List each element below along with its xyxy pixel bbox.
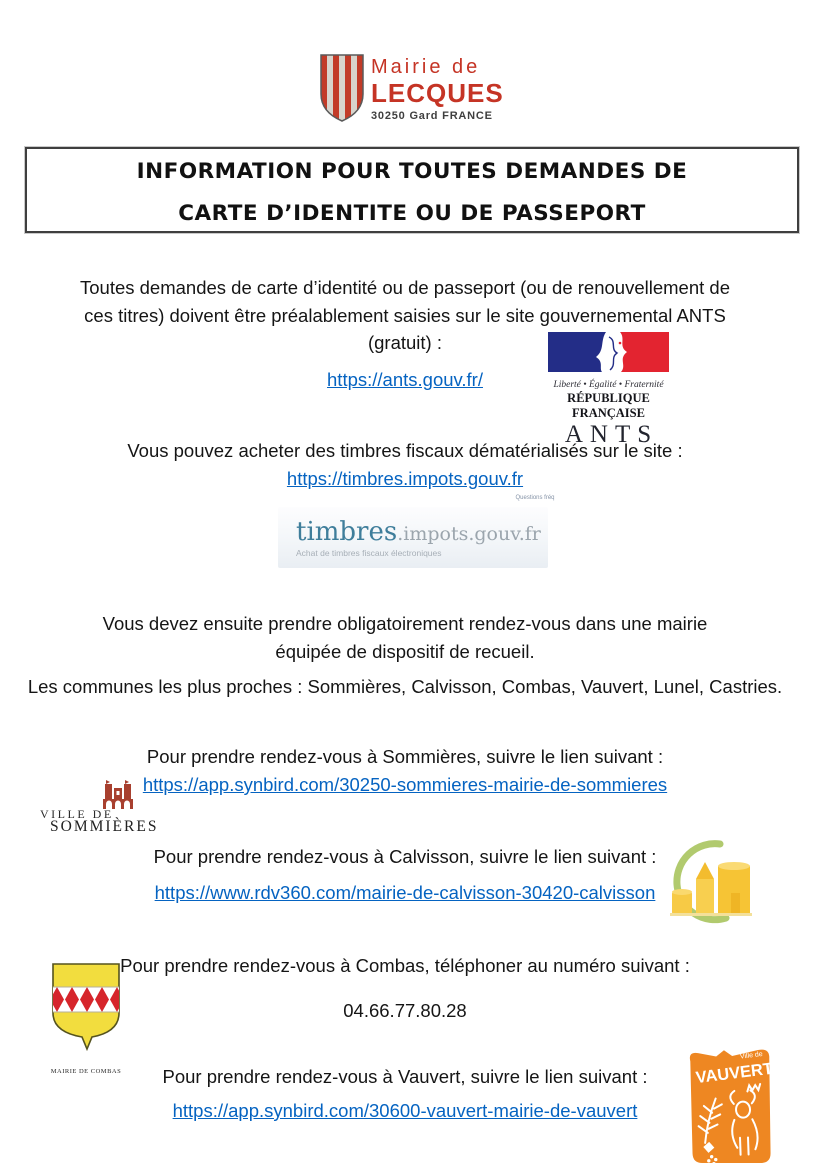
timbres-banner-domain: .impots.gouv.fr [397,523,541,545]
intro-line-2: ces titres) doivent être préalablement saisies sur le site gouvernemental ANTS [84,304,726,326]
intro-line-3: (gratuit) : [367,332,443,353]
lecques-name-prefix: Mairie de [371,56,481,78]
title-line-2: CARTE D’IDENTITE OU DE PASSEPORT [178,201,646,226]
calvisson-text: Pour prendre rendez-vous à Calvisson, suivre le lien suivant : [153,846,657,867]
ants-name: ANTS [564,421,659,448]
timbres-link-row [0,468,810,490]
timbres-banner-title: timbres [296,517,398,547]
sommieres-text: Pour prendre rendez-vous à Sommières, suivre le lien suivant : [146,746,664,767]
title-line-1: INFORMATION POUR TOUTES DEMANDES DE [136,159,688,184]
timbres-banner-corner-text: Questions fréq [515,495,555,501]
ants-motto: Liberté • Égalité • Fraternité [553,380,664,390]
lecques-logo-text [371,52,504,122]
timbres-banner-text [296,517,541,558]
vauvert-link[interactable]: https://app.synbird.com/30600-vauvert-mairie-de-vauvert [172,1100,638,1121]
sommieres-logo-line1: VILLE DE [40,807,114,821]
combas-crest-icon [49,960,123,1052]
rdv-line-1: Vous devez ensuite prendre obligatoirement rendez-vous dans une mairie [102,613,708,634]
french-flag-marianne-icon [548,332,669,372]
lecques-subtitle: 30250 Gard FRANCE [371,109,493,122]
vauvert-logo-name-text: VAUVERT [694,1059,774,1088]
ants-republic: RÉPUBLIQUE FRANÇAISE [567,391,650,420]
rdv-paragraph [0,610,810,666]
vauvert-badge-icon [682,1046,782,1169]
title-box [25,147,799,233]
calvisson-link[interactable]: https://www.rdv360.com/mairie-de-calvisson-30420-calvisson [154,882,656,903]
calvisson-logo [656,835,766,935]
timbres-banner-subtitle: Achat de timbres fiscaux électroniques [296,548,442,558]
communes-line: Les communes les plus proches : Sommières, Calvisson, Combas, Vauvert, Lunel, Castries. [27,676,783,697]
timbres-text: Vous pouvez acheter des timbres fiscaux dématérialisés sur le site : [127,440,683,461]
sommieres-link[interactable]: https://app.synbird.com/30250-sommieres-mairie-de-sommieres [142,774,668,795]
timbres-link[interactable]: https://timbres.impots.gouv.fr [286,468,524,489]
rdv-line-2: équipée de dispositif de recueil. [275,641,535,662]
lecques-shield-icon [318,52,366,124]
timbres-banner [278,507,548,568]
lecques-name: LECQUES [371,78,504,108]
ants-link-row [0,369,810,391]
ants-logo [548,332,669,449]
combas-phone: 04.66.77.80.28 [343,1000,467,1021]
combas-logo-caption: MAIRIE DE COMBAS [50,1068,122,1075]
lecques-logo [318,52,504,124]
vauvert-text: Pour prendre rendez-vous à Vauvert, suivre le lien suivant : [162,1066,648,1087]
combas-logo [40,960,132,1075]
combas-text: Pour prendre rendez-vous à Combas, téléphoner au numéro suivant : [120,955,690,976]
vauvert-logo [682,1046,782,1169]
intro-paragraph [0,274,810,357]
intro-line-1: Toutes demandes de carte d’identité ou de passeport (ou de renouvellement de [80,277,730,298]
ants-link[interactable]: https://ants.gouv.fr/ [327,369,483,390]
sommieres-logo-line2: SOMMIÈRES [50,818,159,835]
sommieres-logo [40,779,190,839]
calvisson-towers-icon [656,835,766,930]
vauvert-logo-small-text: Ville de [739,1050,764,1061]
